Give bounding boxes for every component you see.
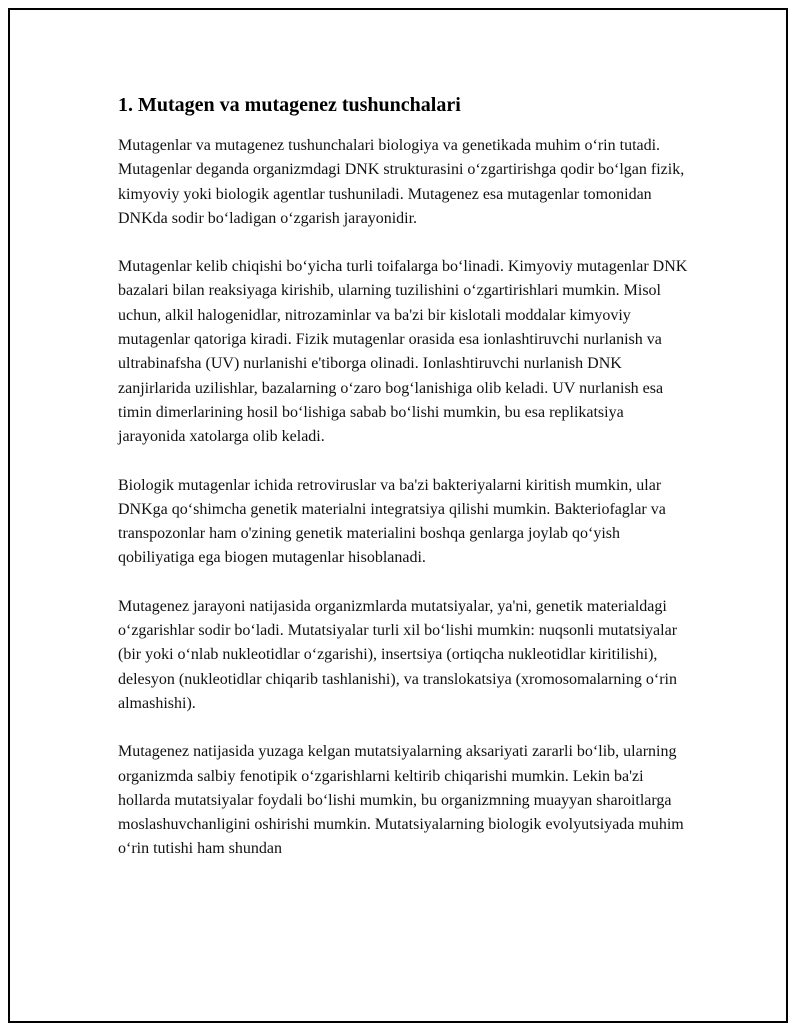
paragraph-1: Mutagenlar va mutagenez tushunchalari biologiya va genetikada muhim oʻrin tutadi. Mutagenlar deganda organizmdagi DNK strukturasini oʻzgartirishga qodir boʻlgan fizik, kimyoviy yoki biologik agentlar tushuniladi. Mutagenez esa mutagenlar tomonidan DNKda sodir boʻladigan oʻzgarish jarayonidir. bbox=[118, 137, 685, 227]
paragraph-4: Mutagenez jarayoni natijasida organizmlarda mutatsiyalar, ya'ni, genetik materialdagi oʻzgarishlar sodir boʻladi. Mutatsiyalar turli xil boʻlishi mumkin: nuqsonli mutatsiyalar (bir yoki oʻnlab nukleotidlar oʻzgarishi), insertsiya (ortiqcha nukleotidlar kiritilishi), delesyon (nukleotidlar chiqarib tashlanishi), va translokatsiya (xromosomalarning oʻrin almashishi). bbox=[118, 597, 678, 712]
paragraph-2: Mutagenlar kelib chiqishi boʻyicha turli toifalarga boʻlinadi. Kimyoviy mutagenlar DNK bazalari bilan reaksiyaga kirishib, ularning tuzilishini oʻzgartirishlari mumkin. Misol uchun, alkil halogenidlar, nitrozaminlar va ba'zi bir kislotali moddalar kimyoviy mutagenlar qatoriga kiradi. Fizik mutagenlar orasida esa ionlashtiruvchi nurlanish va ultrabinafsha (UV) nurlanishi e'tiborga olinadi. Ionlashtiruvchi nurlanish DNK zanjirlarida uzilishlar, bazalarning oʻzaro bogʻlanishiga olib keladi. UV nurlanish esa timin dimerlarining hosil boʻlishiga sabab boʻlishi mumkin, bu esa replikatsiya jarayonida xatolarga olib keladi. bbox=[118, 258, 688, 446]
section-heading: 1. Mutagen va mutagenez tushunchalari bbox=[118, 94, 461, 116]
document-body bbox=[118, 92, 688, 886]
paragraph-3: Biologik mutagenlar ichida retroviruslar va ba'zi bakteriyalarni kiritish mumkin, ular DNKga qoʻshimcha genetik materialni integratsiya qilishi mumkin. Bakteriofaglar va transpozonlar ham o'zining genetik materialini boshqa genlarga joylab qoʻyish qobiliyatiga ega biogen mutagenlar hisoblanadi. bbox=[118, 476, 666, 567]
paragraph-5: Mutagenez natijasida yuzaga kelgan mutatsiyalarning aksariyati zararli boʻlib, ularning organizmda salbiy fenotipik oʻzgarishlarni keltirib chiqarishi mumkin. Lekin ba'zi hollarda mutatsiyalar foydali boʻlishi mumkin, bu organizmning muayyan sharoitlarga moslashuvchanligini oshirishi mumkin. Mutatsiyalarning biologik evolyutsiyada muhim oʻrin tutishi ham shundan bbox=[118, 743, 684, 858]
